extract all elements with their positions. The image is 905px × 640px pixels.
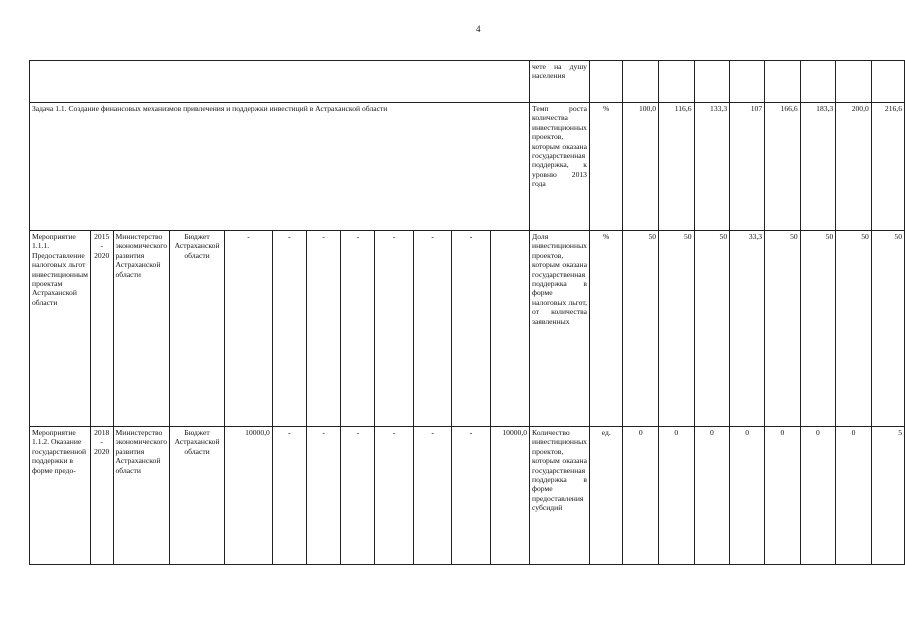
value-cell: 50: [694, 231, 730, 427]
table-row: [30, 103, 905, 231]
finance-cell: -: [307, 427, 341, 565]
page-number: 4: [476, 24, 481, 34]
unit-cell: %: [589, 103, 623, 231]
unit-cell: ед.: [589, 427, 623, 565]
value-cell: 183,3: [800, 103, 836, 231]
empty-cell: [30, 61, 530, 103]
measure-name: Мероприятие 1.1.2. Оказание государственной поддержки в форме предо-: [30, 427, 91, 565]
finance-cell: 10000,0: [225, 427, 273, 565]
unit-cell: [589, 61, 623, 103]
value-cell: [623, 61, 659, 103]
finance-cell: -: [341, 427, 375, 565]
value-cell: 50: [659, 231, 695, 427]
source-cell: Бюджет Астраханской области: [170, 427, 225, 565]
value-cell: 0: [730, 427, 765, 565]
indicator-cell: Темп роста количества инвестиционных проектов, которым оказана государственная поддержка, к уровню 2013 года: [530, 103, 590, 231]
program-table: [29, 60, 905, 565]
value-cell: 133,3: [694, 103, 730, 231]
value-cell: 166,6: [765, 103, 801, 231]
value-cell: [800, 61, 836, 103]
value-cell: 0: [765, 427, 801, 565]
source-cell: Бюджет Астраханской области: [170, 231, 225, 427]
value-cell: 50: [765, 231, 801, 427]
measure-name: Мероприятие 1.1.1. Предоставление налоговых льгот инвестиционным проектам Астраханской области: [30, 231, 91, 427]
value-cell: 0: [659, 427, 695, 565]
value-cell: 0: [800, 427, 836, 565]
value-cell: 50: [800, 231, 836, 427]
finance-cell: -: [452, 231, 490, 427]
value-cell: 0: [836, 427, 872, 565]
finance-cell: -: [272, 231, 306, 427]
executor-cell: Министерство экономического развития Астраханской области: [113, 231, 170, 427]
finance-cell: -: [375, 427, 413, 565]
value-cell: [730, 61, 765, 103]
unit-cell: %: [589, 231, 623, 427]
executor-cell: Министерство экономического развития Астраханской области: [113, 427, 170, 565]
finance-cell: -: [413, 427, 451, 565]
period-cell: 2018 - 2020: [90, 427, 113, 565]
value-cell: [871, 61, 904, 103]
finance-cell: 10000,0: [490, 427, 529, 565]
finance-cell: -: [413, 231, 451, 427]
value-cell: 200,0: [836, 103, 872, 231]
value-cell: 100,0: [623, 103, 659, 231]
table-row: [30, 427, 905, 565]
indicator-cell: Доля инвестиционных проектов, которым оказана государственная поддержка в форме налоговых льгот, от количества заявленных: [530, 231, 590, 427]
value-cell: 216,6: [871, 103, 904, 231]
value-cell: 5: [871, 427, 904, 565]
value-cell: 50: [871, 231, 904, 427]
value-cell: [836, 61, 872, 103]
value-cell: 33,3: [730, 231, 765, 427]
finance-cell-empty: [490, 231, 529, 427]
value-cell: 107: [730, 103, 765, 231]
value-cell: [659, 61, 695, 103]
value-cell: 0: [623, 427, 659, 565]
table-row: [30, 231, 905, 427]
value-cell: [694, 61, 730, 103]
value-cell: 116,6: [659, 103, 695, 231]
indicator-cell: чете на душу населения: [530, 61, 590, 103]
value-cell: [765, 61, 801, 103]
table-row: [30, 61, 905, 103]
value-cell: 50: [623, 231, 659, 427]
task-title: Задача 1.1. Создание финансовых механизмов привлечения и поддержки инвестиций в Астраханской области: [30, 103, 530, 231]
indicator-cell: Количество инвестиционных проектов, которым оказана государственная поддержка в форме предоставления субсидий: [530, 427, 590, 565]
finance-cell: -: [225, 231, 273, 427]
value-cell: 50: [836, 231, 872, 427]
value-cell: 0: [694, 427, 730, 565]
finance-cell: -: [272, 427, 306, 565]
finance-cell: -: [452, 427, 490, 565]
period-cell: 2015 - 2020: [90, 231, 113, 427]
finance-cell: -: [307, 231, 341, 427]
finance-cell: -: [375, 231, 413, 427]
finance-cell: -: [341, 231, 375, 427]
